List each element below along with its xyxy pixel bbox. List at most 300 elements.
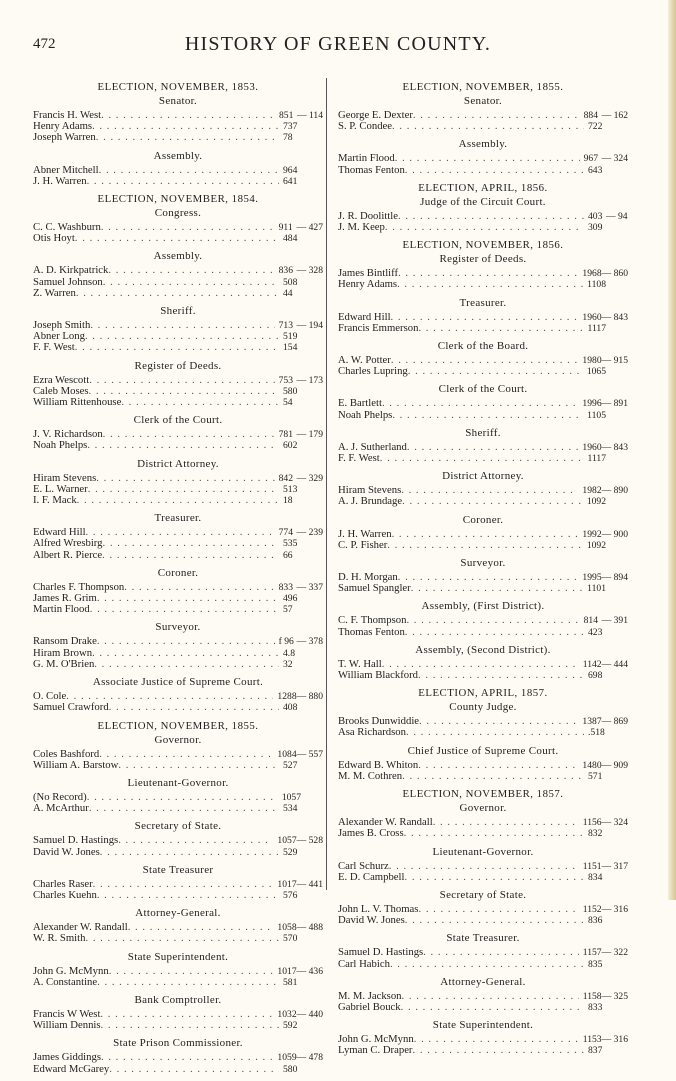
- majority: — 843: [601, 441, 628, 453]
- leader-dots: [402, 991, 579, 1001]
- candidate-row: [33, 847, 323, 858]
- vote-count: 1995: [582, 572, 602, 584]
- office-block: [33, 1037, 323, 1074]
- candidate-name: Charles Lupring: [338, 365, 408, 378]
- candidate-row: [33, 977, 323, 988]
- vote-count: 836: [278, 265, 293, 277]
- majority: — 444: [601, 658, 628, 670]
- office-block: [33, 820, 323, 857]
- office-heading: Sheriff.: [160, 305, 196, 318]
- leader-dots: [89, 375, 274, 385]
- candidate-name: Ransom Drake: [33, 635, 97, 648]
- vote-count: 1057: [281, 791, 301, 803]
- candidate-row: [33, 222, 323, 233]
- leader-dots: [75, 233, 279, 243]
- candidate-row: [33, 1064, 323, 1075]
- vote-count: 1117: [587, 322, 606, 334]
- majority: — 528: [296, 835, 323, 847]
- office-block: [338, 932, 628, 969]
- leader-dots: [85, 331, 279, 341]
- vote-count: 1108: [587, 279, 606, 291]
- majority: — 239: [296, 527, 323, 539]
- vote-count: 1151: [582, 860, 602, 872]
- candidate-row: [33, 835, 323, 846]
- office-heading: Chief Justice of Supreme Court.: [407, 744, 559, 757]
- office-block: [338, 644, 628, 681]
- office-block: [338, 889, 628, 926]
- candidate-name: Joseph Smith: [33, 319, 91, 332]
- office-heading: Secretary of State.: [439, 888, 527, 901]
- office-heading: State Treasurer.: [446, 932, 520, 945]
- leader-dots: [413, 110, 580, 120]
- office-block: [338, 745, 628, 782]
- leader-dots: [101, 1052, 273, 1062]
- office-heading: Coroner.: [462, 513, 504, 526]
- vote-count: 1153: [582, 1034, 602, 1046]
- candidate-name: William Blackford: [338, 669, 418, 682]
- vote-count: 1084: [277, 748, 297, 760]
- candidate-name: Asa Richardson: [338, 726, 406, 739]
- candidate-name: A. Constantine: [33, 975, 98, 988]
- vote-count: 309: [588, 222, 603, 234]
- leader-dots: [109, 1064, 279, 1074]
- candidate-name: Edward McGarey: [33, 1062, 110, 1075]
- majority: — 324: [601, 153, 628, 165]
- office-heading: Senator.: [158, 95, 198, 107]
- leader-dots: [86, 527, 275, 537]
- office-heading: Bank Comptroller.: [134, 993, 222, 1006]
- page-header: [0, 33, 676, 60]
- office-block: [338, 557, 628, 594]
- office-heading: Treasurer.: [154, 512, 202, 525]
- leader-dots: [397, 279, 583, 289]
- candidate-name: F. F. West: [33, 341, 75, 354]
- candidate-name: Coles Bashford: [33, 747, 100, 760]
- candidate-name: W. R. Smith: [33, 932, 86, 945]
- candidate-row: [33, 342, 323, 353]
- office-block: [33, 458, 323, 507]
- page-spine-edge: [668, 0, 676, 900]
- vote-count: 851: [278, 110, 294, 121]
- office-block: [33, 512, 323, 561]
- leader-dots: [392, 410, 583, 420]
- vote-count: 529: [283, 846, 298, 858]
- candidate-name: Gabriel Bouck: [338, 1000, 401, 1013]
- office-block: [338, 95, 628, 132]
- office-block: [33, 676, 323, 713]
- leader-dots: [398, 211, 584, 221]
- leader-dots: [404, 828, 584, 838]
- office-block: [338, 383, 628, 420]
- vote-count: 408: [283, 702, 298, 714]
- election-heading: ELECTION, APRIL, 1857.: [418, 687, 548, 700]
- candidate-row: [33, 132, 323, 143]
- vote-count: 571: [588, 770, 603, 782]
- leader-dots: [101, 222, 275, 232]
- office-block: [33, 567, 323, 616]
- vote-count: 1980: [582, 355, 602, 367]
- candidate-name: Noah Phelps: [338, 408, 393, 421]
- candidate-name: C. C. Washburn: [33, 221, 101, 234]
- office-heading: Register of Deeds.: [134, 359, 222, 372]
- leader-dots: [92, 121, 279, 131]
- candidate-row: [338, 771, 628, 782]
- vote-count: 1480: [582, 759, 602, 771]
- vote-count: 833: [278, 581, 293, 593]
- candidate-name: John G. McMynn: [338, 1033, 414, 1046]
- leader-dots: [100, 847, 279, 857]
- candidate-row: [338, 442, 628, 453]
- vote-count: 1058: [277, 922, 297, 934]
- candidate-name: S. P. Condee: [338, 120, 393, 133]
- office-heading: State Superintendent.: [432, 1019, 534, 1032]
- vote-count: 842: [278, 472, 293, 484]
- candidate-name: Abner Mitchell: [33, 163, 99, 176]
- vote-count: 1117: [587, 453, 606, 465]
- candidate-row: [33, 890, 323, 901]
- office-heading: State Prison Commissioner.: [113, 1037, 243, 1050]
- candidate-row: [33, 440, 323, 451]
- majority: — 194: [296, 320, 323, 332]
- leader-dots: [97, 636, 275, 646]
- majority: — 179: [296, 429, 323, 441]
- leader-dots: [418, 904, 578, 914]
- leader-dots: [77, 495, 279, 505]
- vote-count: 4.8: [283, 647, 295, 659]
- office-block: [33, 250, 323, 299]
- vote-count: 576: [283, 889, 298, 901]
- leader-dots: [398, 572, 579, 582]
- vote-count: 508: [283, 276, 298, 288]
- vote-count: 602: [283, 440, 298, 452]
- candidate-row: [338, 583, 628, 594]
- candidate-name: Charles Raser: [33, 877, 93, 890]
- vote-count: 1156: [582, 817, 602, 829]
- office-block: [338, 802, 628, 839]
- candidate-row: [33, 176, 323, 187]
- candidate-row: [338, 627, 628, 638]
- vote-count: 964: [283, 164, 298, 176]
- office-heading: Governor.: [459, 802, 507, 815]
- candidate-name: Alexander W. Randall: [33, 921, 128, 934]
- candidate-row: [33, 922, 323, 933]
- majority: — 94: [606, 210, 628, 222]
- vote-count: 698: [588, 670, 603, 682]
- majority: — 173: [296, 374, 323, 386]
- candidate-row: [33, 288, 323, 299]
- majority: — 478: [296, 1052, 323, 1064]
- leader-dots: [76, 288, 279, 298]
- leader-dots: [402, 771, 584, 781]
- candidate-name: M. M. Cothren: [338, 769, 403, 782]
- majority: — 441: [296, 878, 323, 890]
- office-heading: Secretary of State.: [134, 820, 222, 833]
- candidate-row: [338, 670, 628, 681]
- majority: — 557: [296, 748, 323, 760]
- election-heading: ELECTION, NOVEMBER, 1855.: [402, 81, 564, 93]
- candidate-name: George E. Dexter: [338, 109, 413, 121]
- vote-count: 78: [283, 132, 293, 144]
- candidate-name: Hiram Stevens: [33, 471, 97, 484]
- candidate-row: [338, 991, 628, 1002]
- candidate-name: Thomas Fenton: [338, 625, 405, 638]
- candidate-row: [33, 277, 323, 288]
- leader-dots: [407, 442, 579, 452]
- office-heading: Attorney-General.: [135, 907, 221, 920]
- office-block: [338, 253, 628, 290]
- office-heading: Governor.: [154, 733, 202, 746]
- candidate-name: C. P. Fisher: [338, 538, 388, 551]
- office-block: [33, 95, 323, 144]
- candidate-name: A. J. Sutherland: [338, 440, 407, 453]
- vote-count: 154: [283, 342, 298, 354]
- leader-dots: [401, 1002, 584, 1012]
- candidate-row: [33, 538, 323, 549]
- candidate-row: [33, 550, 323, 561]
- office-block: [33, 994, 323, 1031]
- right-column: [338, 80, 628, 1063]
- leader-dots: [85, 933, 279, 943]
- leader-dots: [387, 540, 583, 550]
- candidate-name: G. M. O'Brien: [33, 657, 95, 670]
- leader-dots: [103, 277, 279, 287]
- candidate-name: Francis Emmerson: [338, 321, 419, 334]
- candidate-row: [338, 222, 628, 233]
- candidate-name: Carl Schurz: [338, 859, 389, 872]
- office-heading: Clerk of the Board.: [437, 340, 529, 353]
- office-block: [33, 951, 323, 988]
- candidate-row: [33, 803, 323, 814]
- office-heading: Clerk of the Court.: [133, 414, 223, 427]
- candidate-name: Noah Phelps: [33, 439, 88, 452]
- vote-count: 1065: [586, 366, 606, 378]
- candidate-name: Carl Habich: [338, 957, 390, 970]
- vote-count: 737: [283, 121, 298, 133]
- candidate-name: Alexander W. Randall: [338, 816, 433, 829]
- vote-count: 1152: [582, 903, 602, 915]
- vote-count: 781: [278, 429, 293, 441]
- office-block: [338, 1019, 628, 1056]
- candidate-name: Lyman C. Draper: [338, 1044, 413, 1057]
- candidate-row: [33, 331, 323, 342]
- leader-dots: [418, 760, 578, 770]
- vote-count: 580: [283, 1063, 298, 1075]
- vote-count: 832: [588, 828, 603, 840]
- candidate-name: M. M. Jackson: [338, 989, 402, 1002]
- vote-count: 834: [588, 871, 603, 883]
- candidate-name: Edward Hill: [338, 310, 391, 323]
- leader-dots: [382, 659, 579, 669]
- leader-dots: [89, 803, 279, 813]
- vote-count: 1059: [277, 1052, 297, 1064]
- leader-dots: [419, 716, 578, 726]
- candidate-row: [338, 615, 628, 626]
- office-block: [33, 907, 323, 944]
- vote-count: 774: [278, 527, 293, 539]
- office-heading: County Judge.: [449, 701, 517, 714]
- majority: — 909: [601, 759, 628, 771]
- candidate-row: [338, 540, 628, 551]
- leader-dots: [433, 817, 579, 827]
- vote-count: 884: [583, 110, 598, 121]
- election-heading: ELECTION, NOVEMBER, 1855.: [97, 719, 259, 732]
- vote-count: 1288: [277, 691, 297, 703]
- candidate-name: John G. McMynn: [33, 964, 109, 977]
- candidate-name: Charles F. Thompson: [33, 580, 125, 593]
- office-heading: Assembly, (Second District).: [415, 643, 551, 656]
- majority: — 891: [601, 398, 628, 410]
- leader-dots: [406, 615, 579, 625]
- office-block: [338, 340, 628, 377]
- candidate-name: J. R. Doolittle: [338, 209, 398, 222]
- vote-count: 1092: [586, 539, 606, 551]
- leader-dots: [96, 132, 279, 142]
- candidate-name: Martin Flood: [338, 152, 395, 165]
- vote-count: 836: [588, 915, 603, 927]
- candidate-name: A. W. Potter: [338, 354, 391, 367]
- majority: — 900: [601, 528, 628, 540]
- candidate-name: Samuel D. Hastings: [33, 834, 119, 847]
- leader-dots: [101, 110, 275, 120]
- candidate-name: A. D. Kirkpatrick: [33, 264, 109, 277]
- office-block: [33, 734, 323, 771]
- office-heading: Sheriff.: [465, 426, 501, 439]
- candidate-name: Martin Flood: [33, 603, 90, 616]
- candidate-name: Abner Long: [33, 330, 85, 343]
- office-heading: Assembly.: [458, 138, 508, 151]
- leader-dots: [118, 835, 273, 845]
- vote-count: 1968: [582, 268, 602, 280]
- office-block: [338, 600, 628, 637]
- candidate-name: A. McArthur: [33, 802, 89, 815]
- vote-count: 837: [588, 1045, 603, 1057]
- vote-count: 1387: [582, 716, 602, 728]
- vote-count: 496: [283, 593, 298, 605]
- majority: — 324: [601, 817, 628, 829]
- leader-dots: [97, 977, 279, 987]
- leader-dots: [392, 121, 584, 131]
- left-column: [33, 80, 323, 1081]
- candidate-name: William Dennis: [33, 1019, 101, 1032]
- candidate-row: [33, 495, 323, 506]
- election-heading: ELECTION, NOVEMBER, 1853.: [97, 81, 259, 93]
- office-block: [33, 777, 323, 814]
- office-heading: District Attorney.: [137, 457, 219, 470]
- candidate-row: [338, 828, 628, 839]
- vote-count: 54: [283, 397, 293, 409]
- leader-dots: [102, 550, 279, 560]
- vote-count: 722: [588, 121, 603, 133]
- vote-count: 1992: [582, 528, 602, 540]
- leader-dots: [401, 485, 578, 495]
- office-heading: Lieutenant-Governor.: [127, 776, 229, 789]
- candidate-name: E. Bartlett: [338, 397, 382, 410]
- candidate-row: [338, 410, 628, 421]
- leader-dots: [109, 966, 274, 976]
- candidate-row: [338, 398, 628, 409]
- candidate-name: Charles Kuehn: [33, 888, 97, 901]
- candidate-row: [338, 947, 628, 958]
- candidate-name: James R. Grim: [33, 592, 97, 605]
- office-block: [33, 207, 323, 244]
- candidate-row: [338, 121, 628, 132]
- vote-count: 1057: [277, 835, 297, 847]
- majority: — 427: [296, 222, 323, 234]
- vote-count: 814: [583, 615, 598, 627]
- majority: — 880: [296, 691, 323, 703]
- vote-count: 513: [283, 483, 298, 495]
- office-heading: District Attorney.: [442, 470, 524, 483]
- candidate-row: [33, 1020, 323, 1031]
- candidate-name: E. L. Warner: [33, 482, 88, 495]
- leader-dots: [418, 670, 584, 680]
- leader-dots: [99, 165, 279, 175]
- vote-count: 1101: [587, 583, 606, 595]
- office-heading: Attorney-General.: [440, 975, 526, 988]
- leader-dots: [398, 268, 578, 278]
- candidate-row: [33, 233, 323, 244]
- office-heading: Senator.: [463, 95, 503, 107]
- candidate-row: [338, 279, 628, 290]
- candidate-name: Samuel Crawford: [33, 701, 109, 714]
- leader-dots: [128, 922, 274, 932]
- leader-dots: [99, 749, 273, 759]
- leader-dots: [90, 604, 279, 614]
- leader-dots: [392, 529, 579, 539]
- candidate-name: James B. Cross: [338, 827, 404, 840]
- leader-dots: [414, 1034, 579, 1044]
- majority: — 440: [296, 1008, 323, 1020]
- office-heading: Assembly, (First District).: [421, 600, 545, 613]
- vote-count: 1017: [277, 965, 297, 977]
- candidate-name: J. H. Warren: [338, 527, 392, 540]
- candidate-name: Francis W West: [33, 1007, 101, 1020]
- leader-dots: [406, 727, 584, 737]
- candidate-row: [338, 153, 628, 164]
- leader-dots: [108, 265, 274, 275]
- office-heading: Coroner.: [157, 566, 199, 579]
- vote-count: 484: [283, 233, 298, 245]
- office-heading: Lieutenant-Governor.: [432, 845, 534, 858]
- majority: — 328: [296, 265, 323, 277]
- office-heading: Register of Deeds.: [439, 253, 527, 266]
- candidate-name: Samuel D. Hastings: [338, 946, 424, 959]
- candidate-row: [338, 872, 628, 883]
- office-block: [33, 621, 323, 670]
- election-heading: ELECTION, APRIL, 1856.: [418, 181, 548, 194]
- candidate-name: Samuel Spangler: [338, 582, 411, 595]
- majority: — 890: [601, 485, 628, 497]
- candidate-name: E. D. Campbell: [338, 870, 405, 883]
- leader-dots: [391, 355, 579, 365]
- vote-count: 592: [283, 1020, 298, 1032]
- office-block: [33, 150, 323, 187]
- office-block: [338, 138, 628, 175]
- majority: — 860: [601, 268, 628, 280]
- candidate-row: [33, 397, 323, 408]
- candidate-row: [33, 702, 323, 713]
- office-block: [338, 470, 628, 507]
- candidate-row: [338, 366, 628, 377]
- office-heading: Surveyor.: [460, 557, 506, 570]
- candidate-row: [338, 323, 628, 334]
- office-heading: Assembly.: [153, 250, 203, 263]
- leader-dots: [103, 538, 279, 548]
- candidate-name: F. F. West: [338, 452, 380, 465]
- candidate-row: [33, 1052, 323, 1063]
- vote-count: 519: [283, 331, 298, 343]
- majority: — 869: [601, 716, 628, 728]
